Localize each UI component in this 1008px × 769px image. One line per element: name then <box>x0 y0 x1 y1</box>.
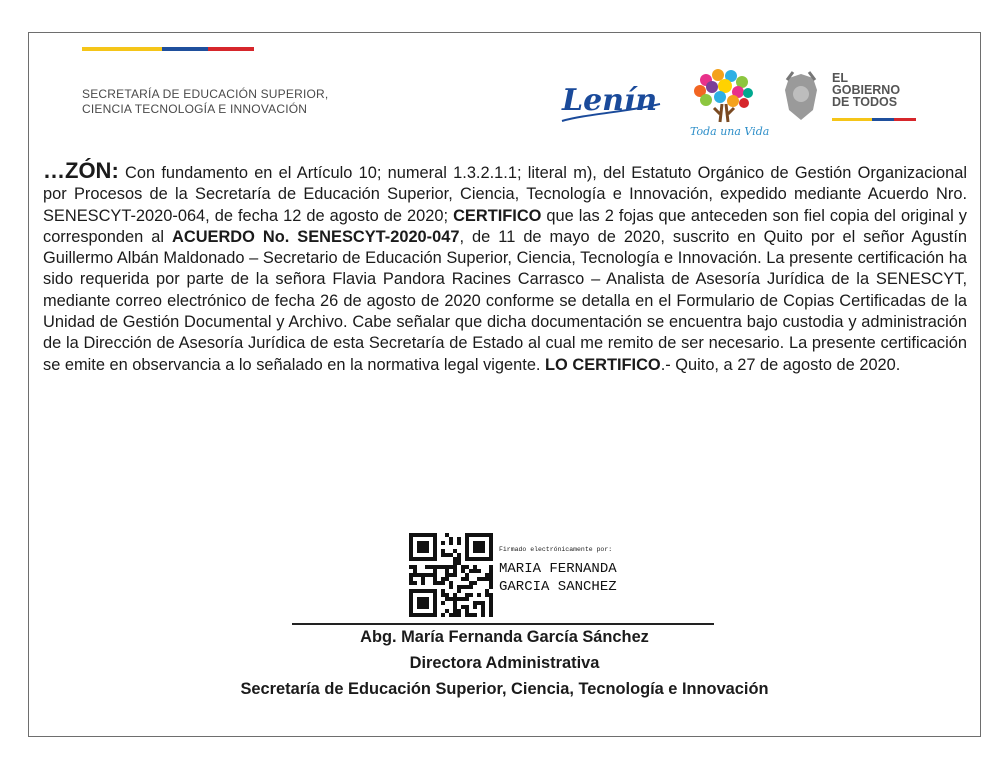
tree-foliage-icon <box>694 69 753 108</box>
flag-color-bar <box>82 47 254 51</box>
signer-full-name: Abg. María Fernanda García Sánchez <box>360 628 649 646</box>
institution-name-line1: SECRETARÍA DE EDUCACIÓN SUPERIOR, <box>82 87 329 101</box>
institution-name <box>82 87 328 117</box>
body-text-part3: , de 11 de mayo de 2020, suscrito en Quito por el señor Agustín Guillermo Albán Maldonado – Secretario de Educación Superior, Ciencia, Tecnología e Innovación. La presente certificación ha sido requerida por parte de la señora Flavia Pandora Racines Carrasco – Analista de Asesoría Jurídica de la SENESCYT, mediante correo electrónico de fecha 26 de agosto de 2020 conforme se detalla en el Formulario de Copias Certificadas de la Unidad de Gestión Documental y Archivo. Cabe señalar que dicha documentación se encuentra bajo custodia y administración de la Dirección de Asesoría Jurídica de esta Secretaría de Estado al cual me remito de ser necesario. La presente certificación se emite en observancia a lo señalado en la normativa legal vigente. <box>43 227 967 374</box>
lenin-logo-text: Lenín <box>562 83 658 118</box>
toda-una-vida-logo <box>676 64 772 140</box>
electronic-signature-label: Firmado electrónicamente por: <box>499 546 613 553</box>
qr-code-icon <box>409 533 493 617</box>
gobierno-line2: GOBIERNO <box>832 83 901 97</box>
signer-organization: Secretaría de Educación Superior, Ciencia, Tecnología e Innovación <box>240 680 769 698</box>
signature-line <box>292 623 714 625</box>
signer-name-line1: MARIA FERNANDA <box>499 561 617 577</box>
signer-name-line2: GARCIA SANCHEZ <box>499 579 617 595</box>
lenin-logo <box>556 74 666 130</box>
gobierno-line1: EL <box>832 71 848 85</box>
gobierno-line3: DE TODOS <box>832 95 898 109</box>
lo-certifico-bold: LO CERTIFICO <box>545 355 661 374</box>
body-text-part1: Con fundamento en el Artículo 10; numeral 1.3.2.1.1; literal m), del Estatuto Orgánico de Gestión Organizacional por Procesos de la Secretaría de Educación Superior, Ciencia, Tecnología e Innovación, expedido mediante Acuerdo Nro. SENESCYT-2020-064, de fecha 12 de agosto de 2020; <box>43 164 967 225</box>
acuerdo-bold: ACUERDO No. SENESCYT-2020-047 <box>172 227 460 246</box>
institution-name-line2: CIENCIA TECNOLOGÍA E INNOVACIÓN <box>82 102 308 116</box>
signer-title: Directora Administrativa <box>409 654 600 672</box>
certifico-bold: CERTIFICO <box>453 206 542 225</box>
body-text-part2: que las 2 fojas que anteceden son fiel copia del original y corresponden al <box>43 206 968 246</box>
certification-body <box>43 160 967 376</box>
coat-of-arms-icon <box>785 72 817 120</box>
electronic-signer-name <box>499 560 617 596</box>
razon-heading: …ZÓN: <box>43 158 119 183</box>
tree-logo-text: Toda una Vida <box>690 125 770 138</box>
gobierno-text <box>832 72 900 108</box>
body-text-part4: .- Quito, a 27 de agosto de 2020. <box>660 355 901 374</box>
